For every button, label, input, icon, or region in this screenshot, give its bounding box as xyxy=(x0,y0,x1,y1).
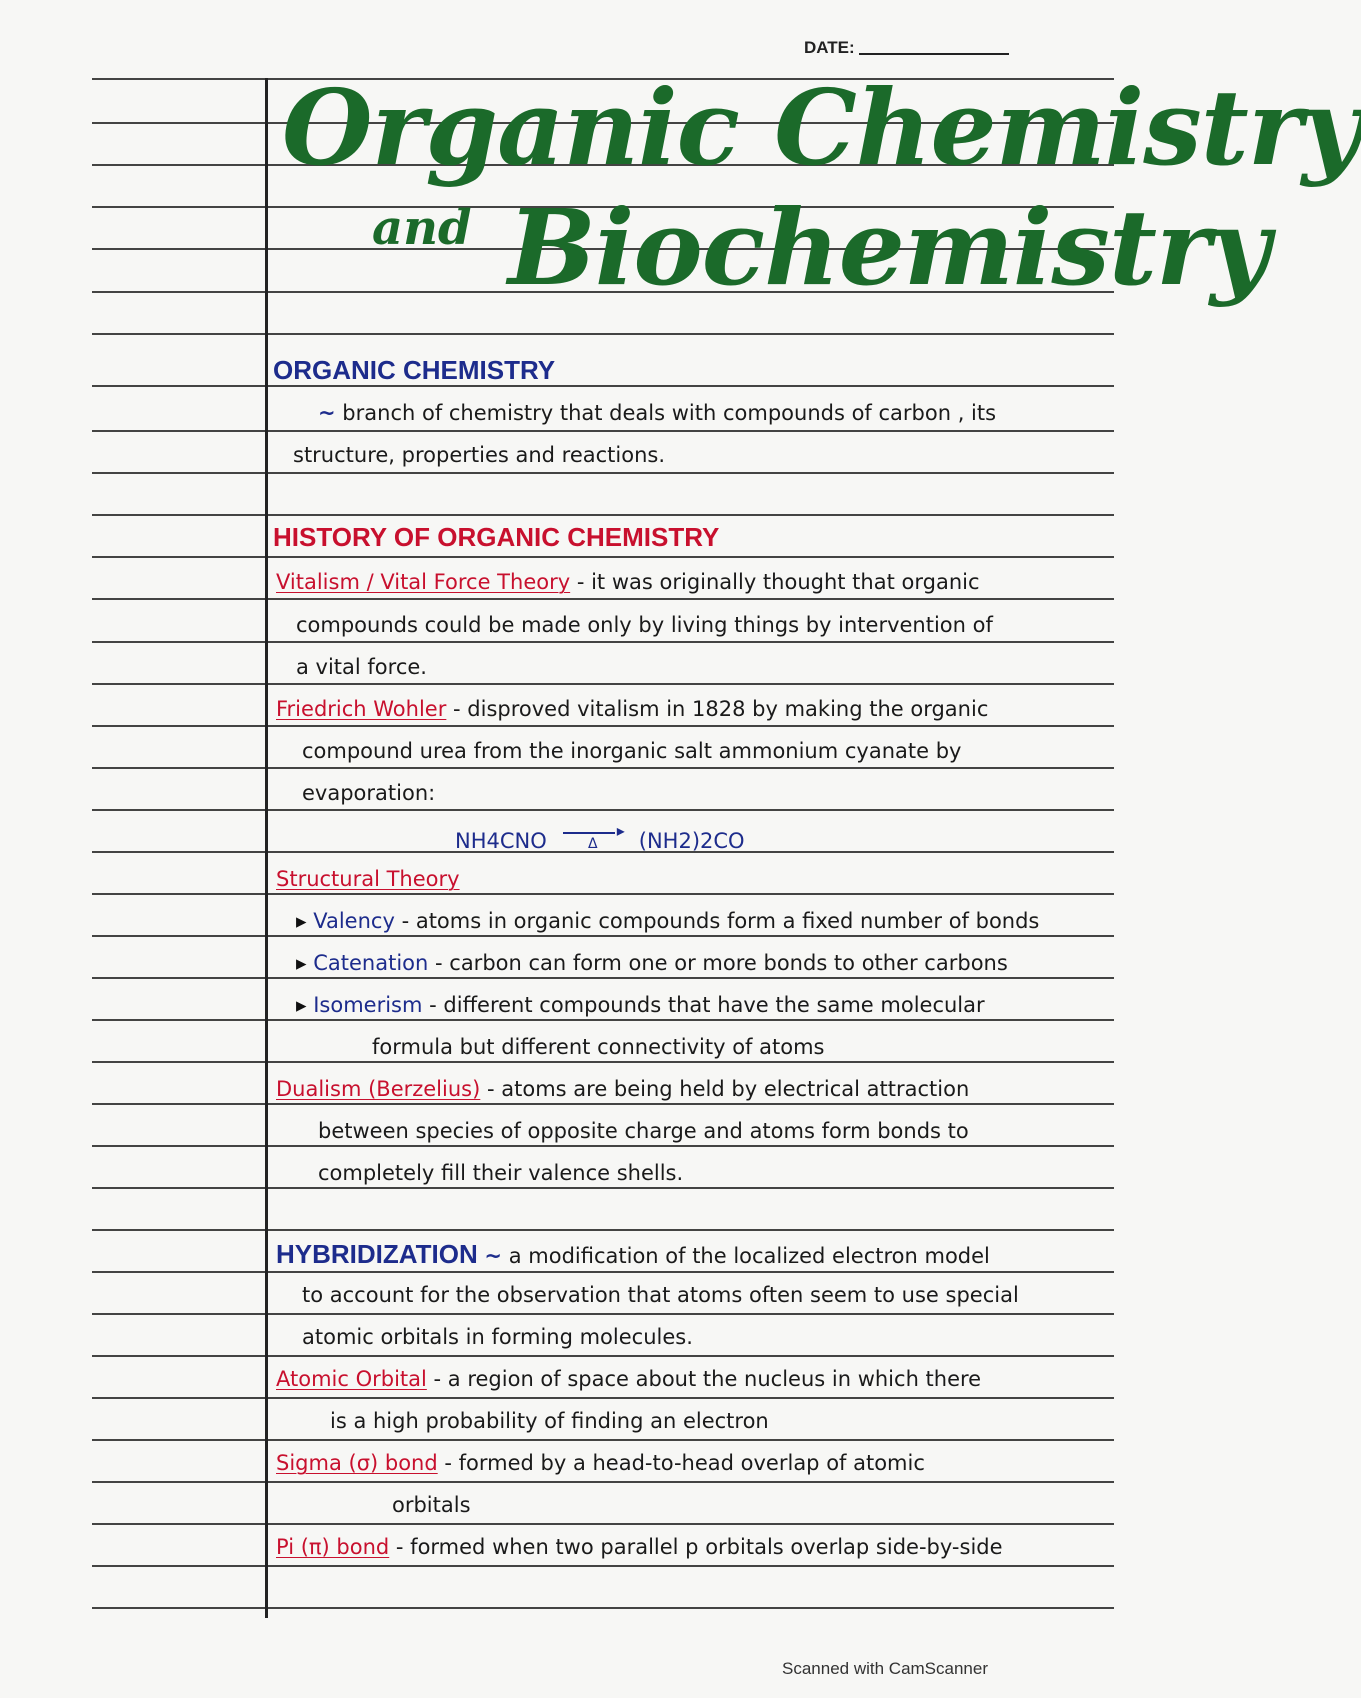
title-connector: and xyxy=(372,200,472,256)
catenation-line xyxy=(296,951,1008,975)
pi-bond-term: Pi (π) bond xyxy=(276,1535,390,1559)
camscanner-watermark: Scanned with CamScanner xyxy=(782,1659,989,1678)
atomic-orbital-line-2: is a high probability of finding an electron xyxy=(330,1409,769,1433)
organic-chemistry-text-1: branch of chemistry that deals with compounds of carbon , its xyxy=(342,401,997,425)
date-blank xyxy=(859,53,1009,55)
catenation-term: Catenation xyxy=(313,951,429,975)
wohler-line-3: evaporation: xyxy=(302,781,436,805)
hybridization-line-3: atomic orbitals in forming molecules. xyxy=(302,1325,693,1349)
pi-bond-line xyxy=(276,1535,1003,1559)
wohler-text: - disproved vitalism in 1828 by making the organic xyxy=(453,697,989,721)
valency-line xyxy=(296,909,1039,933)
wohler-term: Friedrich Wohler xyxy=(276,697,447,721)
wohler-line-2: compound urea from the inorganic salt ammonium cyanate by xyxy=(302,739,962,763)
structural-theory-label: Structural Theory xyxy=(276,867,460,891)
atomic-orbital-term: Atomic Orbital xyxy=(276,1367,427,1391)
tilde-bullet-icon: ~ xyxy=(318,401,336,425)
isomerism-line xyxy=(296,993,985,1017)
equation-reactant: NH4CNO xyxy=(455,829,547,853)
sigma-bond-text: - formed by a head-to-head overlap of atomic xyxy=(444,1451,925,1475)
hybridization-text: a modification of the localized electron model xyxy=(508,1244,990,1268)
organic-chemistry-line-2: structure, properties and reactions. xyxy=(293,443,666,467)
vitalism-term: Vitalism / Vital Force Theory xyxy=(276,570,571,594)
equation-condition: Δ xyxy=(587,836,598,852)
atomic-orbital-line-1 xyxy=(276,1367,981,1391)
heading-history: HISTORY OF ORGANIC CHEMISTRY xyxy=(273,522,720,552)
valency-term: Valency xyxy=(313,909,395,933)
pi-bond-text: - formed when two parallel p orbitals overlap side-by-side xyxy=(395,1535,1003,1559)
heading-organic-chemistry: ORGANIC CHEMISTRY xyxy=(273,355,556,385)
catenation-text: - carbon can form one or more bonds to other carbons xyxy=(435,951,1008,975)
tilde-bullet-icon: ~ xyxy=(484,1244,503,1268)
dualism-line-1 xyxy=(276,1077,969,1101)
sigma-bond-term: Sigma (σ) bond xyxy=(276,1451,438,1475)
dualism-text: - atoms are being held by electrical attraction xyxy=(487,1077,970,1101)
valency-marker-icon: ▸ xyxy=(296,909,307,933)
vitalism-line-1 xyxy=(276,570,980,594)
equation-product: (NH2)2CO xyxy=(638,829,745,853)
valency-text: - atoms in organic compounds form a fixed number of bonds xyxy=(401,909,1040,933)
urea-equation xyxy=(455,829,745,853)
hybridization-line-1 xyxy=(276,1239,990,1270)
wohler-line-1 xyxy=(276,697,988,721)
heading-hybridization: HYBRIDIZATION xyxy=(276,1239,478,1269)
date-label: DATE: xyxy=(804,38,855,57)
hybridization-line-2: to account for the observation that atoms often seem to use special xyxy=(302,1283,1019,1307)
title-biochemistry: Biochemistry xyxy=(508,186,1270,309)
title-organic-chemistry: Organic Chemistry xyxy=(282,66,1361,189)
margin-line xyxy=(265,78,268,1618)
dualism-line-2: between species of opposite charge and atoms form bonds to xyxy=(318,1119,969,1143)
isomerism-continuation: formula but different connectivity of atoms xyxy=(372,1035,825,1059)
sigma-bond-line-1 xyxy=(276,1451,925,1475)
vitalism-line-3: a vital force. xyxy=(296,655,427,679)
atomic-orbital-text: - a region of space about the nucleus in which there xyxy=(433,1367,982,1391)
reaction-arrow-icon xyxy=(561,836,625,852)
isomerism-marker-icon: ▸ xyxy=(296,993,307,1017)
dualism-term: Dualism (Berzelius) xyxy=(276,1077,481,1101)
structural-theory-term xyxy=(276,867,460,891)
organic-chemistry-line-1 xyxy=(318,401,996,425)
isomerism-term: Isomerism xyxy=(313,993,423,1017)
date-field xyxy=(804,38,1009,58)
isomerism-text: - different compounds that have the same molecular xyxy=(429,993,985,1017)
dualism-line-3: completely fill their valence shells. xyxy=(318,1161,684,1185)
vitalism-text: - it was originally thought that organic xyxy=(576,570,980,594)
vitalism-line-2: compounds could be made only by living things by intervention of xyxy=(296,613,993,637)
sigma-bond-line-2: orbitals xyxy=(392,1493,471,1517)
catenation-marker-icon: ▸ xyxy=(296,951,307,975)
